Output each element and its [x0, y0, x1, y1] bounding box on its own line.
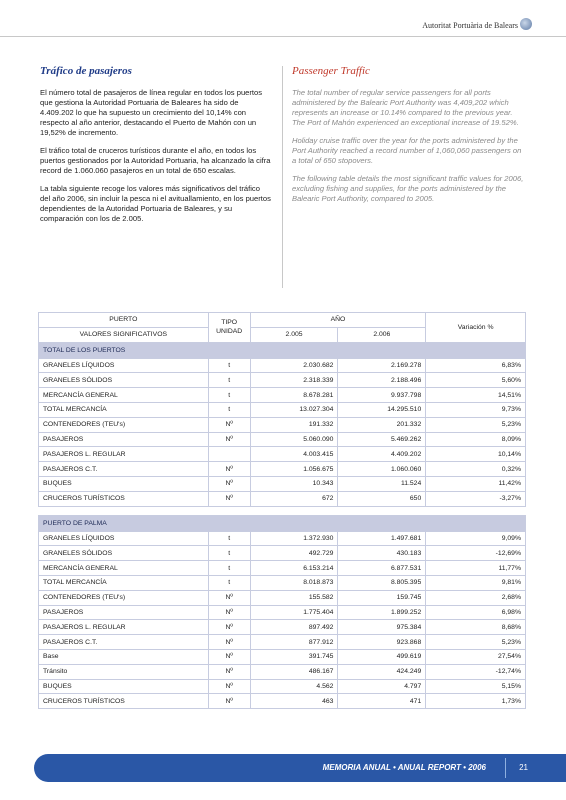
table-row — [39, 373, 526, 388]
row-label: GRANELES SÓLIDOS — [39, 373, 209, 388]
row-label: CRUCEROS TURÍSTICOS — [39, 694, 209, 709]
table-row — [39, 605, 526, 620]
row-value-2006: 424.249 — [338, 664, 426, 679]
table-row — [39, 575, 526, 590]
paragraph-es-3: La tabla siguiente recoge los valores más significativos del tráfico del año 2006, sin incluir la pesca ni el avituallamiento, en los puertos dependientes de la Autoridad Portuaria de Baleares, y su comparación con los de 2.005. — [40, 184, 271, 223]
row-variation: 11,77% — [426, 561, 526, 576]
row-value-2006: 5.469.262 — [338, 432, 426, 447]
row-value-2006: 11.524 — [338, 476, 426, 491]
row-label: PASAJEROS C.T. — [39, 635, 209, 650]
row-variation: 27,54% — [426, 649, 526, 664]
header-organization-name: Autoritat Portuària de Balears — [422, 21, 518, 30]
row-label: MERCANCÍA GENERAL — [39, 561, 209, 576]
row-label: GRANELES LÍQUIDOS — [39, 531, 209, 546]
table-row — [39, 358, 526, 373]
row-value-2006: 6.877.531 — [338, 561, 426, 576]
row-value-2005: 897.492 — [250, 620, 338, 635]
row-unit: Nº — [208, 679, 250, 694]
page-number: 21 — [519, 763, 528, 772]
port-authority-logo-icon — [520, 18, 532, 30]
english-column — [292, 66, 524, 212]
row-label: Base — [39, 649, 209, 664]
header-year-2005: 2.005 — [250, 327, 338, 342]
paragraph-en-3: The following table details the most significant traffic values for 2006, excluding fishing and supplies, for the ports administered by the Balearic Port Authority, compared to 2005. — [292, 174, 524, 203]
row-unit: Nº — [208, 605, 250, 620]
table-row — [39, 432, 526, 447]
row-value-2006: 201.332 — [338, 417, 426, 432]
group-name: TOTAL DE LOS PUERTOS — [39, 342, 526, 358]
row-variation: 5,23% — [426, 635, 526, 650]
header-variacion: Variación % — [426, 313, 526, 343]
row-label: PASAJEROS L. REGULAR — [39, 447, 209, 462]
row-value-2006: 159.745 — [338, 590, 426, 605]
paragraph-es-1: El número total de pasajeros de línea regular en todos los puertos que gestiona la Autoridad Portuaria de Baleares ha sido de 4.409.202 lo que ha supuesto un crecimiento del 10,14% con respecto al año anterior, destacando el Puerto de Mahón con un 19,52% de incremento. — [40, 88, 263, 137]
group-name: PUERTO DE PALMA — [39, 515, 526, 531]
row-value-2006: 471 — [338, 694, 426, 709]
row-value-2006: 9.937.798 — [338, 388, 426, 403]
row-unit: Nº — [208, 649, 250, 664]
table-row — [39, 561, 526, 576]
row-value-2005: 191.332 — [250, 417, 338, 432]
table-row — [39, 462, 526, 477]
row-variation: 6,98% — [426, 605, 526, 620]
traffic-table — [38, 312, 526, 709]
row-variation: 5,23% — [426, 417, 526, 432]
table-row — [39, 388, 526, 403]
row-label: TOTAL MERCANCÍA — [39, 402, 209, 417]
row-label: PASAJEROS C.T. — [39, 462, 209, 477]
row-label: CONTENEDORES (TEU's) — [39, 590, 209, 605]
column-divider — [282, 66, 283, 288]
row-unit: Nº — [208, 476, 250, 491]
row-variation: 8,68% — [426, 620, 526, 635]
row-value-2006: 975.384 — [338, 620, 426, 635]
paragraph-es-2: El tráfico total de cruceros turísticos durante el año, en todos los puertos gestionados por la Autoridad Portuaria, ha alcanzado la cifra record de 1.060.060 pasajeros en un total de 650 escalas. — [40, 146, 271, 175]
row-variation: -3,27% — [426, 491, 526, 506]
table-row — [39, 664, 526, 679]
footer-bar — [34, 754, 566, 782]
header-divider — [0, 36, 566, 37]
row-value-2006: 2.188.496 — [338, 373, 426, 388]
row-value-2005: 486.167 — [250, 664, 338, 679]
row-value-2006: 1.060.060 — [338, 462, 426, 477]
row-value-2005: 6.153.214 — [250, 561, 338, 576]
row-value-2005: 4.562 — [250, 679, 338, 694]
row-value-2005: 391.745 — [250, 649, 338, 664]
row-value-2006: 499.619 — [338, 649, 426, 664]
group-spacer — [39, 506, 526, 515]
row-label: PASAJEROS L. REGULAR — [39, 620, 209, 635]
table-row — [39, 491, 526, 506]
table-row — [39, 694, 526, 709]
row-value-2005: 10.343 — [250, 476, 338, 491]
section-title-es: Tráfico de pasajeros — [40, 65, 132, 77]
row-variation: 0,32% — [426, 462, 526, 477]
row-unit: t — [208, 373, 250, 388]
row-value-2006: 1.497.681 — [338, 531, 426, 546]
row-unit: Nº — [208, 635, 250, 650]
row-value-2005: 492.729 — [250, 546, 338, 561]
row-value-2005: 877.912 — [250, 635, 338, 650]
row-value-2005: 2.030.682 — [250, 358, 338, 373]
row-value-2006: 2.169.278 — [338, 358, 426, 373]
row-value-2006: 4.409.202 — [338, 447, 426, 462]
row-unit: Nº — [208, 462, 250, 477]
row-label: PASAJEROS — [39, 432, 209, 447]
table-row — [39, 476, 526, 491]
table-body — [39, 342, 526, 709]
table-row — [39, 531, 526, 546]
row-value-2006: 650 — [338, 491, 426, 506]
row-label: GRANELES SÓLIDOS — [39, 546, 209, 561]
row-variation: 9,09% — [426, 531, 526, 546]
row-value-2006: 923.868 — [338, 635, 426, 650]
row-label: Tránsito — [39, 664, 209, 679]
row-variation: 1,73% — [426, 694, 526, 709]
row-unit: Nº — [208, 432, 250, 447]
paragraph-en-2: Holiday cruise traffic over the year for the ports administered by the Port Authority reached a record number of 1,060,060 passengers on a total of 650 stopovers. — [292, 136, 522, 165]
row-value-2006: 14.295.510 — [338, 402, 426, 417]
row-label: BUQUES — [39, 679, 209, 694]
row-unit: Nº — [208, 620, 250, 635]
traffic-table-container — [38, 312, 526, 709]
row-unit: t — [208, 575, 250, 590]
table-row — [39, 679, 526, 694]
header-tipo-unidad: TIPO UNIDAD — [208, 313, 250, 343]
row-label: GRANELES LÍQUIDOS — [39, 358, 209, 373]
row-value-2005: 4.003.415 — [250, 447, 338, 462]
table-row — [39, 546, 526, 561]
row-value-2005: 155.582 — [250, 590, 338, 605]
row-unit: t — [208, 531, 250, 546]
row-value-2005: 8.678.281 — [250, 388, 338, 403]
row-value-2005: 672 — [250, 491, 338, 506]
row-unit: Nº — [208, 590, 250, 605]
table-row — [39, 649, 526, 664]
header-anio: AÑO — [250, 313, 426, 328]
row-label: PASAJEROS — [39, 605, 209, 620]
table-row — [39, 635, 526, 650]
header-puerto: PUERTO — [39, 313, 209, 328]
section-title-en: Passenger Traffic — [292, 65, 370, 77]
row-variation: 10,14% — [426, 447, 526, 462]
row-variation: 9,73% — [426, 402, 526, 417]
footer-separator — [505, 758, 506, 778]
table-row — [39, 417, 526, 432]
row-variation: 8,09% — [426, 432, 526, 447]
row-label: MERCANCÍA GENERAL — [39, 388, 209, 403]
row-variation: 6,83% — [426, 358, 526, 373]
row-variation: -12,69% — [426, 546, 526, 561]
row-unit: t — [208, 546, 250, 561]
row-variation: 2,68% — [426, 590, 526, 605]
row-label: CRUCEROS TURÍSTICOS — [39, 491, 209, 506]
row-label: CONTENEDORES (TEU's) — [39, 417, 209, 432]
row-value-2005: 2.318.339 — [250, 373, 338, 388]
row-variation: 11,42% — [426, 476, 526, 491]
row-unit: Nº — [208, 664, 250, 679]
row-value-2005: 1.372.930 — [250, 531, 338, 546]
row-unit: Nº — [208, 417, 250, 432]
row-variation: 9,81% — [426, 575, 526, 590]
row-unit: t — [208, 358, 250, 373]
footer-report-title: MEMORIA ANUAL • ANUAL REPORT • 2006 — [322, 763, 486, 772]
row-variation: 5,60% — [426, 373, 526, 388]
row-value-2005: 1.775.404 — [250, 605, 338, 620]
row-value-2005: 13.027.304 — [250, 402, 338, 417]
row-unit: Nº — [208, 491, 250, 506]
row-unit: t — [208, 388, 250, 403]
header-valores-significativos: VALORES SIGNIFICATIVOS — [39, 327, 209, 342]
row-unit: Nº — [208, 694, 250, 709]
row-unit: t — [208, 402, 250, 417]
group-header-row — [39, 515, 526, 531]
row-unit: t — [208, 561, 250, 576]
row-variation: -12,74% — [426, 664, 526, 679]
spanish-column — [40, 66, 272, 232]
table-row — [39, 590, 526, 605]
row-value-2005: 1.056.675 — [250, 462, 338, 477]
row-value-2005: 8.018.873 — [250, 575, 338, 590]
table-row — [39, 447, 526, 462]
row-value-2006: 8.805.395 — [338, 575, 426, 590]
row-variation: 5,15% — [426, 679, 526, 694]
row-label: TOTAL MERCANCÍA — [39, 575, 209, 590]
row-label: BUQUES — [39, 476, 209, 491]
row-value-2005: 5.060.090 — [250, 432, 338, 447]
row-value-2005: 463 — [250, 694, 338, 709]
row-value-2006: 1.899.252 — [338, 605, 426, 620]
row-value-2006: 4.797 — [338, 679, 426, 694]
spacer-cell — [39, 506, 526, 515]
group-header-row — [39, 342, 526, 358]
header-year-2006: 2.006 — [338, 327, 426, 342]
row-variation: 14,51% — [426, 388, 526, 403]
paragraph-en-1: The total number of regular service passengers for all ports administered by the Balearic Port Authority was 4,409,202 which represents an increase or 10.14% compared to the previous year. The Port of Mahón experienced an exceptional increase of 19.52%. — [292, 88, 519, 127]
table-row — [39, 402, 526, 417]
row-unit — [208, 447, 250, 462]
row-value-2006: 430.183 — [338, 546, 426, 561]
table-row — [39, 620, 526, 635]
